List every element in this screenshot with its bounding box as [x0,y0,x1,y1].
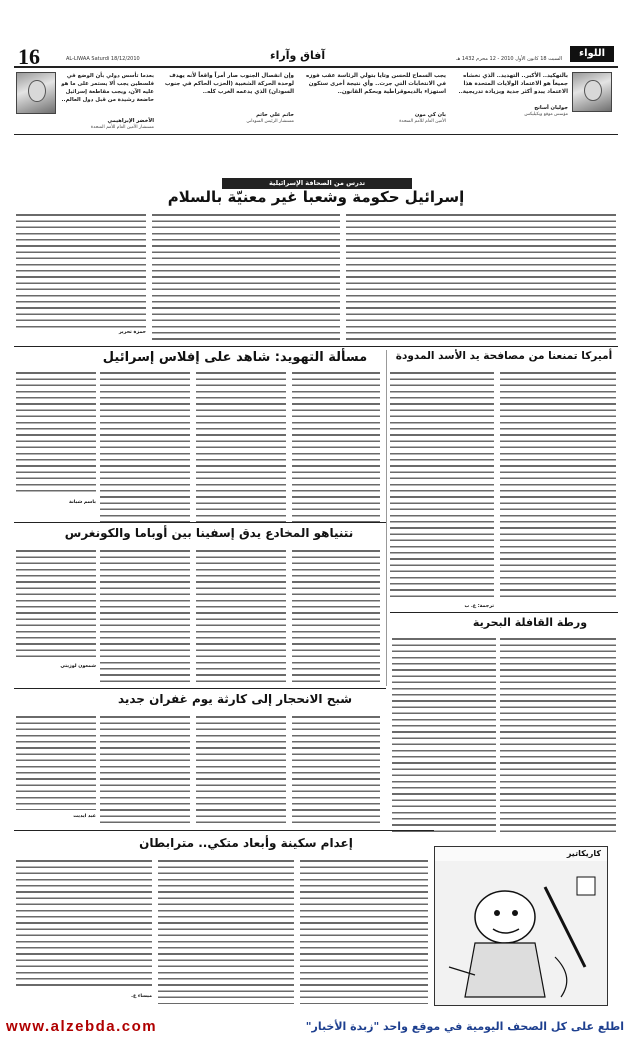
headline-assad: أميركا تمنعنا من مصافحة يد الأسد المدودة [395,350,613,362]
signature-judaization: باسم شبانة [69,500,96,505]
article-assad-col-2 [390,370,494,600]
headline-executions: إعدام سكينة وأبعاد متكي.. مترابطان [139,836,353,850]
headline-judaization: مسألة التهويد: شاهد على إفلاس إسرائيل [102,350,368,365]
article-netanyahu-col-3 [100,548,190,684]
article-netanyahu-col-4 [16,548,96,660]
headline-main: إسرائيل حكومة وشعبا غير معنيّة بالسلام [167,188,465,206]
headline-collapse: شبح الانحجار إلى كارثة يوم غفران جديد [117,692,353,706]
article-collapse-col-1 [292,714,380,826]
paper-date-arabic: السبت 18 كانون الأول 2010 - 12 محرم 1432 هـ [456,56,562,62]
headline-netanyahu: نتنياهو المخادع يدق إسفينا بين أوباما والكونغرس [64,526,354,540]
divider-3 [390,612,618,613]
quote-text-3: وإن انفصال الجنوب صار أمراً واقعاً لأنه يهدف لوحدة الحركة الشعبية (الحزب الحاكم في جنوب السودان) الذي يدعمه الغرب كله.. [164,73,294,95]
section-banner: تدرس من الصحافة الإسرائيلية [222,178,412,189]
section-title: آفاق وآراء [270,49,326,62]
article-judaization-col-1 [292,370,380,522]
cartoon-illustration [435,847,607,1005]
footer-url[interactable]: www.alzebda.com [6,1018,158,1035]
quote-author-2: بان كي مون [414,112,446,118]
article-collapse-col-4 [16,714,96,810]
article-collapse-col-3 [100,714,190,826]
article-convoy-col-1 [500,636,616,832]
article-assad-col-1 [500,370,616,600]
quote-title-3: مستشار الرئيس السوداني [246,119,294,124]
quotes-divider [14,134,618,135]
divider-2 [14,522,386,523]
quote-photo-brahimi [16,72,56,114]
article-executions-col-3 [16,858,152,990]
divider-1 [14,346,618,347]
headline-convoy: ورطة القافلة البحرية [472,616,588,629]
signature-main: حمزة تحرير [118,330,146,335]
quote-author-4: الأخضر الإبراهيمي [107,118,154,124]
article-netanyahu-col-2 [196,548,286,684]
signature-netanyahu: شمعون لوزيتي [60,664,96,669]
article-judaization-col-4 [16,370,96,494]
quote-text-2: يجب السماح للحسن وتايا بتولي الرئاسة عقب فوزه في الانتخابات التي جرت.. وأي نتيجة أخرى ستكون استهزاء بالديموقراطية وبحكم القانون.. [306,73,446,95]
article-netanyahu-col-1 [292,548,380,684]
quote-author-1: جوليان أسانج [534,105,568,111]
divider-5 [14,830,434,831]
cartoon-title: كاريكاتير [566,849,601,858]
divider-4 [14,688,386,689]
quote-title-1: مؤسس موقع ويكيليكس [524,112,568,117]
signature-executions: ميساء ع. [131,994,152,999]
footer-ad-text[interactable]: اطلع على كل الصحف اليومية في موقع واحد "زبدة الأخبار" [305,1020,624,1033]
article-executions-col-1 [300,858,428,1004]
quote-text-1: بالتهكيد.. الأكبر.. التهديد.. الذي نخشاه جميعاً هو الاعتماد الولايات المتحدة هذا الاعتماد يبدو أكثر جدية وبزيادة تدريجية.. [458,73,568,95]
signature-assad: ترجمة: ع. ب [464,604,494,609]
quote-title-2: الأمين العام للأمم المتحدة [399,119,446,124]
page-number: 16 [18,44,40,69]
article-collapse-col-2 [196,714,286,826]
quote-title-4: مستشار الأمين العام للأمم المتحدة [90,125,154,130]
quote-author-3: حاتم علي حاتم [256,112,294,118]
article-main-col-2 [152,212,340,342]
quote-photo-assange [572,72,612,112]
paper-date-latin: AL-LIWAA Saturdi 18/12/2010 [66,56,140,62]
article-executions-col-2 [158,858,294,1004]
article-judaization-col-2 [196,370,286,522]
quote-text-4: بعدما تأسس دولي بأن الوضع في فلسطين يجب ألا يستمر على ما هو عليه الآن، ويجب مقاطعة إسرائيل حاضعة رشيدة من قبل دول العالم.. [61,73,154,103]
signature-collapse: عبد ايديت [73,814,96,819]
article-main-col-1 [346,212,616,342]
article-judaization-col-3 [100,370,190,522]
article-main-col-3 [16,212,146,328]
article-convoy-col-2 [392,636,496,832]
paper-logo: اللواء [570,46,614,62]
cartoon-frame [434,846,608,1006]
column-divider-1 [386,350,387,686]
